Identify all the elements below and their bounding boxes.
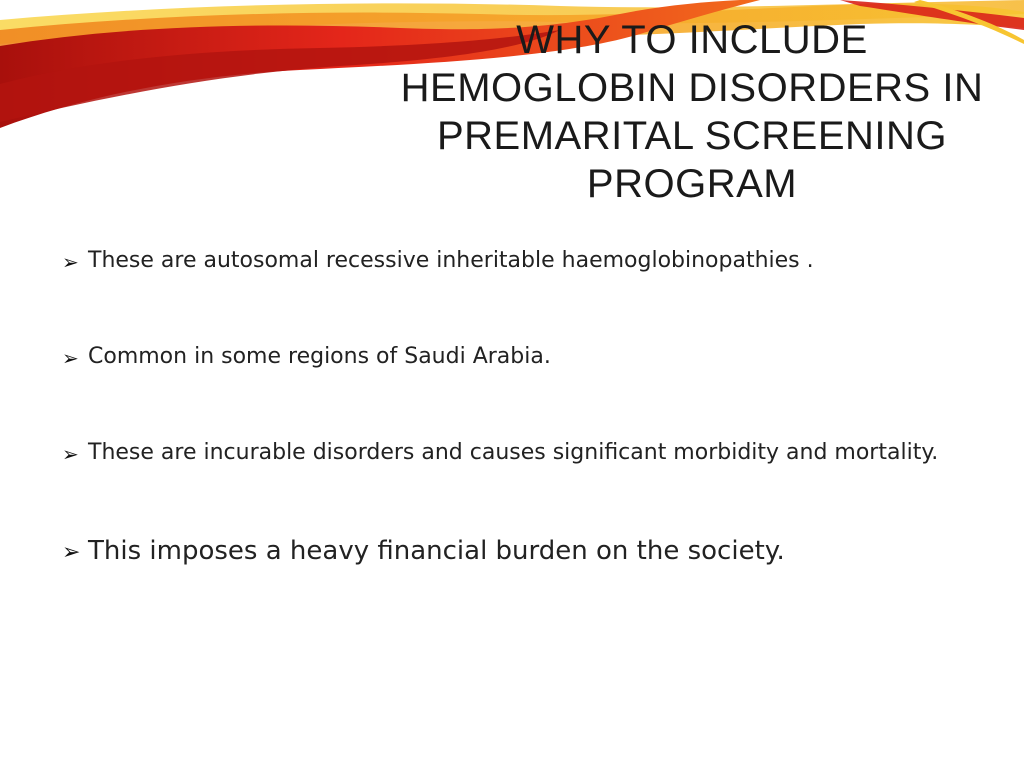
bullet-text: Common in some regions of Saudi Arabia. xyxy=(88,344,551,369)
arrow-bullet-icon: ➢ xyxy=(62,250,79,274)
slide-title xyxy=(372,16,1012,208)
bullet-text: These are incurable disorders and causes significant morbidity and mortality. xyxy=(88,440,939,465)
list-item xyxy=(62,244,962,278)
arrow-bullet-icon: ➢ xyxy=(62,346,79,370)
bullet-text: This imposes a heavy financial burden on the society. xyxy=(88,536,785,566)
title-line: HEMOGLOBIN DISORDERS IN xyxy=(400,66,984,110)
bullet-text: These are autosomal recessive inheritable haemoglobinopathies . xyxy=(88,248,814,273)
list-item xyxy=(62,340,962,374)
list-item xyxy=(62,532,962,570)
bullet-list xyxy=(62,244,962,570)
list-item xyxy=(62,436,962,470)
title-line: WHY TO INCLUDE xyxy=(516,18,868,62)
title-line: PROGRAM xyxy=(586,162,798,206)
title-line: PREMARITAL SCREENING xyxy=(436,114,948,158)
arrow-bullet-icon: ➢ xyxy=(62,442,79,466)
arrow-bullet-icon: ➢ xyxy=(62,540,81,565)
